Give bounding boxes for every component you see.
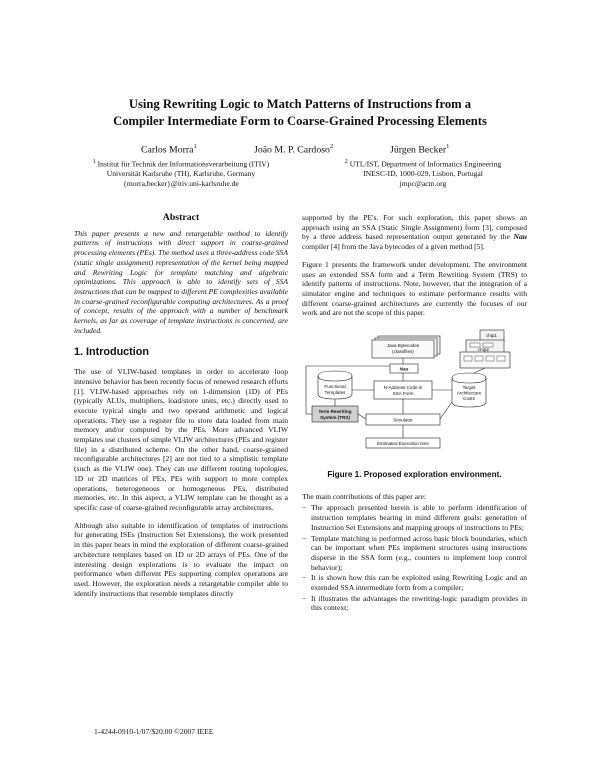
svg-text:(classfiles): (classfiles) [392,349,414,355]
intro-paragraph-2: Although also suitable to identification of templates of instructions for generating ISEs (Instruction Set Extensions), the work presented in this paper bears in mind the exploration of different coarse-grained architecture templates based on 1D or 2D arrays of PEs. One of the interesting design explorations is to evaluate the impact on performance when different PEs supporting complex operations are used. However, the exploration needs a retargetable compiler able to identify instructions that resemble templates directly [74,520,288,598]
nau-logo: Nau [513,232,527,242]
svg-text:System (TRS): System (TRS) [320,415,350,421]
title-line-1: Using Rewriting Logic to Match Patterns of Instructions from a [128,97,472,111]
chip-label-1: chip1 [486,333,497,339]
svg-text:Nau: Nau [399,366,409,372]
intro-paragraph-1: The use of VLIW-based templates in order to accelerate loop intensive behavior has been recently focus of renewed research efforts [1]. VLIW-based approaches rely on 1-dimension (1D) of PEs (typically ALUs, multipliers, load/store units, etc.) directly used to execute typical single and two operand arithmetic and logical operations. They use a register file to store data loaded from main memory and/or computed by the PEs. More advanced VLIW templates use clusters of simple VLIW architectures (PEs and register file) in a distributed scheme. On the other hand, coarse-grained reconfigurable architectures [2] are not tied to a simplistic template (such as the VLIW one). They can use different routing topologies, 1D or 2D matrices of PEs, PEs with support to more complex operations, heterogeneous or homogeneous PEs, distributed memories, etc. In this aspect, a VLIW template can be thought as a specific case of coarse-grained reconfigurable array architectures. [74,367,288,512]
left-column [74,213,288,606]
java-bytecodes-box [372,336,440,358]
affiliation-1: $^1$ Institut für Technik der Informationsverarbeitung (ITIV) Universität Karlsruhe (TH), Karlsruhe, Germany {morra,becker}@itiv.uni-karlsruhe.de [92,159,270,188]
contribution-item: − It illustrates the advantages the rewriting-logic paradigm provides in this context; [302,593,527,613]
svg-text:Term Rewriting: Term Rewriting [318,409,352,415]
exploration-environment-diagram [302,326,527,466]
author-2: João M. P. Cardoso$^2$ [254,143,334,156]
figure-1-diagram [302,326,527,466]
svg-text:Target: Target [462,385,476,391]
affiliation-2: $^2$ UTL/IST, Department of Informatics Engineering INESC-ID, 1000-029, Lisbon, Portugal jmpc@acm.org [344,159,502,188]
svg-text:Java Bytecodes: Java Bytecodes [386,343,420,349]
contribution-item: − The approach presented herein is able to perform identification of instruction templates bearing in mind different goals: generation of Instruction Set Extensions and mapping groups of instructions to PEs; [302,503,527,532]
contribution-item: − It is shown how this can be exploited using Rewriting Logic and an extended SSA intermediate form from a compiler; [302,573,527,593]
svg-text:Costs: Costs [463,396,475,402]
abstract-heading: Abstract [162,212,200,223]
functional-templates-box [318,371,352,399]
svg-text:Functional: Functional [324,384,346,390]
author-3: Jürgen Becker$^1$ [390,143,450,156]
svg-text:N-Address Code in: N-Address Code in [383,385,423,391]
copyright-footer: 1-4244-0910-1/07/$20.00 ©2007 IEEE [94,727,214,736]
chip-label-2: chip2 [478,347,489,353]
trs-box [312,406,358,422]
chip-stack-icon [460,330,510,368]
estimated-time-box [366,438,440,448]
contributions-intro: The main contributions of this paper are: [302,491,426,501]
right-column [302,213,527,614]
right-paragraph-2: Figure 1 presents the framework under development. The environment uses an extended SSA form and a Term Rewriting System (TRS) to identify patterns of instructions. Note, however, that the integration of a simulator engine and techniques to estimate performance results with different coarse-grained architectures are currently the focuses of our work and are not the scope of this paper. [302,259,527,318]
introduction-heading: 1. Introduction [74,346,149,359]
abstract-body: This paper presents a new and retargetable method to identify patterns of instructions with direct support in coarse-grained processing elements (PEs). The method uses a three-address code SSA (static single assignment) representation of the kernel being mapped and Rewriting Logic for template matching and algebraic optimizations. This approach is able to identify sets of SSA instructions that can be mapped to different PE complexities available in coarse-grained reconfigurable computing architectures. As a proof of concept, results of the approach with a number of benchmark kernels, as far as coverage of template instructions is concerned, are included. [74,228,288,335]
figure-1-caption: Figure 1. Proposed exploration environment. [327,470,502,480]
right-paragraph-1: supported by the PE's. For such exploration, this paper shows an approach using an SSA (Static Single Assignment) form [3], composed by a three address based representation output generated by the Nau compiler [4] from the Java bytecodes of a given method [5]. [302,213,527,252]
simulator-box [366,414,440,425]
svg-text:Architecture: Architecture [456,390,482,396]
svg-text:Simulator: Simulator [393,417,413,423]
paper-title [80,96,520,130]
contribution-item: − Template matching is performed across basic block boundaries, which can be important when PEs implement structures using instructions disperse in the SSA form (e.g., counters to implement loop control behavior); [302,533,527,572]
nau-compiler-box [390,364,418,373]
author-1: Carlos Morra$^1$ [141,143,197,156]
svg-text:Templates: Templates [324,390,346,396]
target-architecture-box [452,373,486,407]
svg-text:SSA Form: SSA Form [392,391,414,397]
svg-text:Estimated Execution time: Estimated Execution time [377,441,429,447]
n-address-code-box [374,381,432,399]
title-line-2: Compiler Intermediate Form to Coarse-Grained Processing Elements [113,114,487,128]
